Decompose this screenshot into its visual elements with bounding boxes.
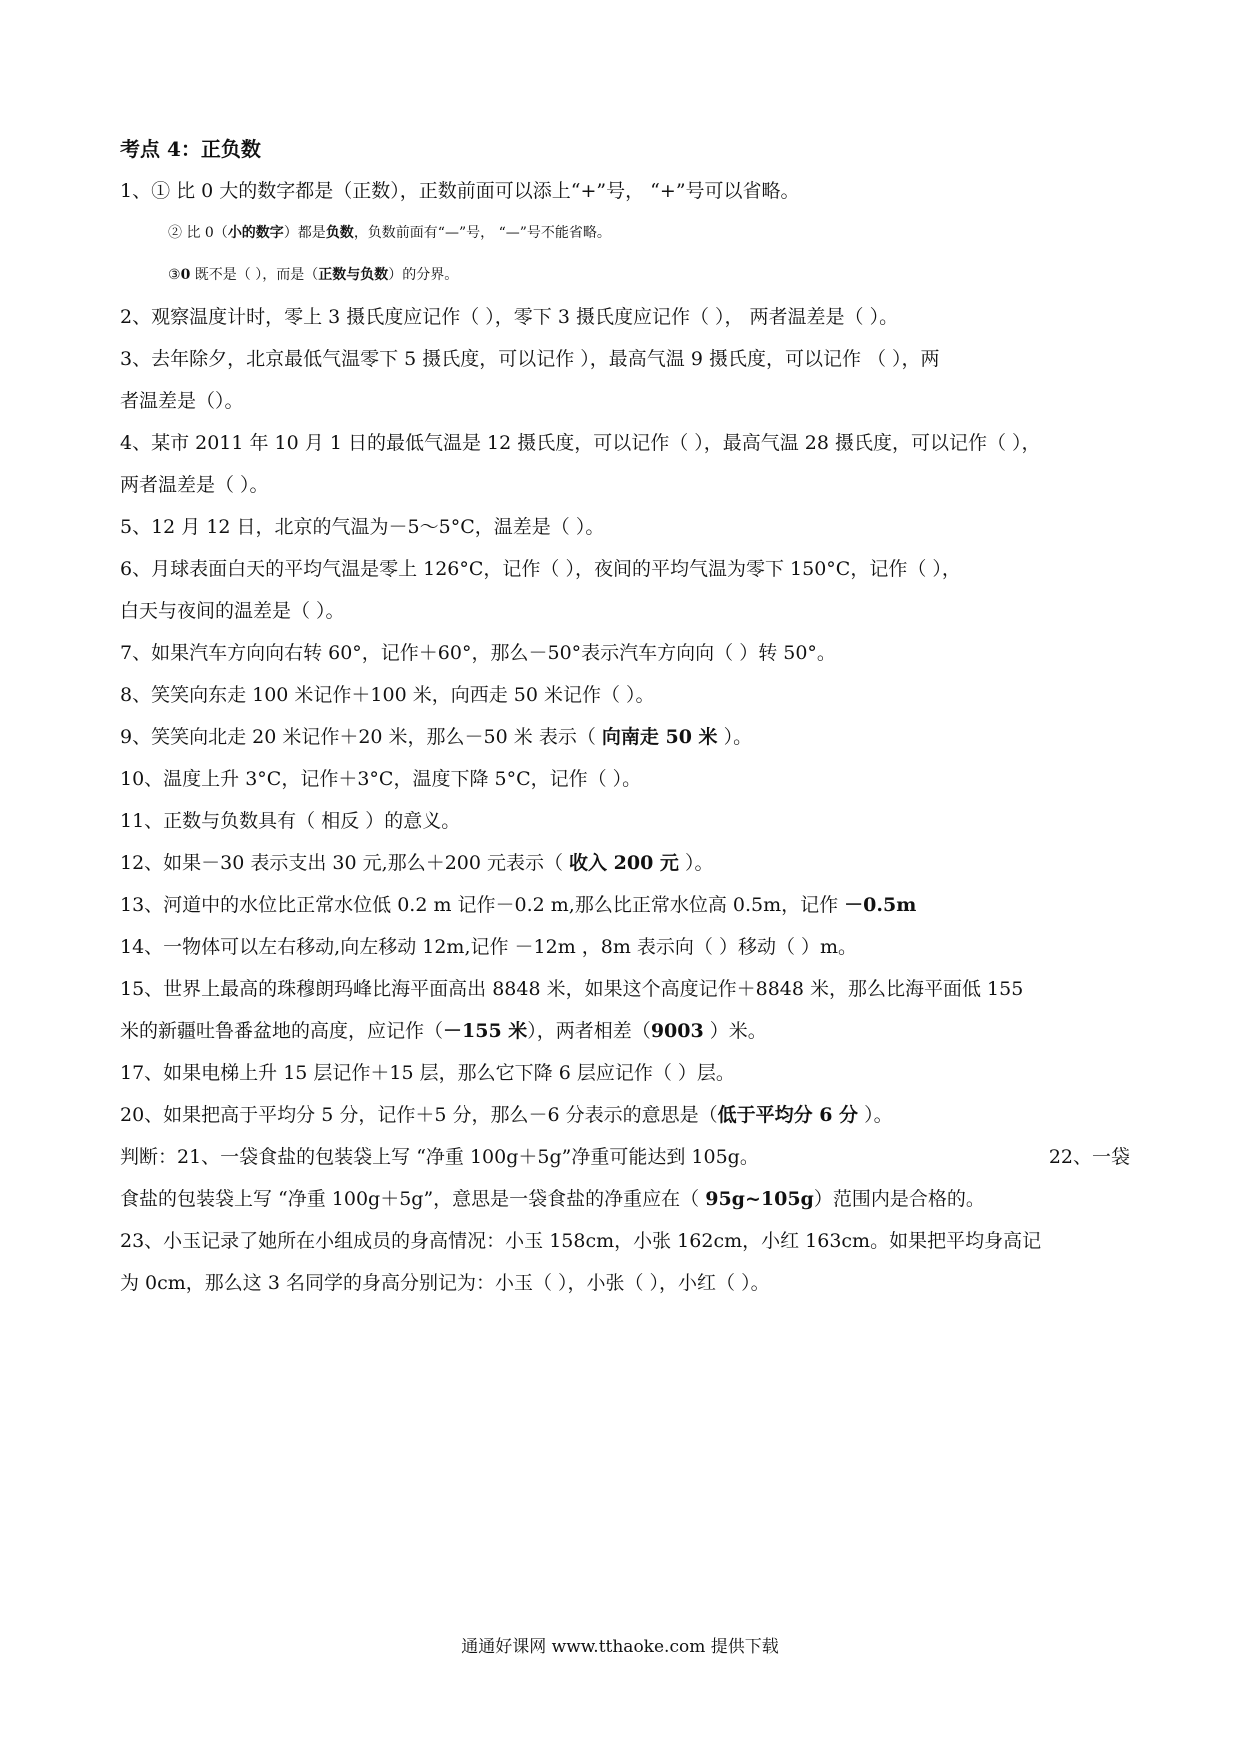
question-9-text: 9、笑笑向北走 20 米记作＋20 米，那么－50 米 表示（ — [120, 726, 602, 748]
question-1c-bold-1: 0 — [180, 267, 191, 283]
question-12-answer: 收入 200 元 — [569, 852, 679, 874]
question-9 — [120, 716, 1130, 758]
question-5: 5、12 月 12 日，北京的气温为－5～5°C，温差是（ ）。 — [120, 516, 605, 538]
question-1b-bold-1: 小的数字 — [227, 225, 284, 241]
question-15-text-3: ）米。 — [703, 1020, 767, 1042]
question-20-text-2: ）。 — [858, 1104, 893, 1126]
question-9-text-2: ）。 — [717, 726, 753, 748]
question-2: 2、观察温度计时，零上 3 摄氏度应记作（ ），零下 3 摄氏度应记作（ ）， 两者温差是（ ）。 — [120, 306, 899, 328]
judge-line-2 — [120, 1178, 1130, 1220]
question-13-answer: －0.5m — [844, 894, 917, 916]
section-title: 考点 4：正负数 — [120, 137, 261, 161]
question-7: 7、如果汽车方向向右转 60°，记作＋60°，那么－50°表示汽车方向向（ ）转 50°。 — [120, 642, 836, 664]
question-15-line-2 — [120, 1010, 1130, 1052]
question-17: 17、如果电梯上升 15 层记作＋15 层，那么它下降 6 层应记作（ ）层。 — [120, 1062, 735, 1084]
question-12-text: 12、如果－30 表示支出 30 元,那么＋200 元表示（ — [120, 852, 570, 874]
question-11: 11、正数与负数具有（ 相反 ）的意义。 — [120, 810, 461, 832]
question-1a: 1、① 比 0 大的数字都是（正数），正数前面可以添上“+”号， “+”号可以省略。 — [120, 180, 800, 202]
question-15-answer-1: －155 米 — [443, 1020, 528, 1042]
question-1b-text-3: ，负数前面有“—”号， “—”号不能省略。 — [353, 225, 611, 241]
question-4-line-1: 4、某市 2011 年 10 月 1 日的最低气温是 12 摄氏度，可以记作（ ），最高气温 28 摄氏度，可以记作（ ）， — [120, 432, 1041, 454]
question-23-line-1: 23、小玉记录了她所在小组成员的身高情况：小玉 158cm，小张 162cm，小红 163cm。如果把平均身高记 — [120, 1230, 1042, 1252]
judge-question-21: 判断：21、一袋食盐的包装袋上写 “净重 100g＋5g”净重可能达到 105g。 — [120, 1146, 759, 1168]
question-15-answer-2: 9003 — [650, 1020, 704, 1042]
judge-question-22-text-2: ）范围内是合格的。 — [813, 1188, 985, 1210]
question-20 — [120, 1094, 1130, 1136]
question-4-line-2: 两者温差是（ ）。 — [120, 474, 269, 496]
question-8: 8、笑笑向东走 100 米记作＋100 米，向西走 50 米记作（ ）。 — [120, 684, 655, 706]
question-1b-bold-2: 负数 — [325, 225, 354, 241]
question-3-line-1: 3、去年除夕，北京最低气温零下 5 摄氏度，可以记作 ），最高气温 9 摄氏度，可以记作 （ ），两 — [120, 348, 940, 370]
question-14: 14、一物体可以左右移动,向左移动 12m,记作 －12m ，8m 表示向（ ）移动（ ）m。 — [120, 936, 858, 958]
question-1c-text-3: ）的分界。 — [388, 267, 459, 283]
judge-question-22-start: 22、一袋 — [1048, 1146, 1130, 1168]
question-13-text: 13、河道中的水位比正常水位低 0.2 m 记作－0.2 m,那么比正常水位高 0.5m，记作 — [120, 894, 845, 916]
question-12 — [120, 842, 1130, 884]
question-23-line-2: 为 0cm，那么这 3 名同学的身高分别记为：小玉（ ），小张（ ），小红（ ）。 — [120, 1272, 770, 1294]
question-9-answer: 向南走 50 米 — [601, 726, 718, 748]
judge-line-1 — [120, 1136, 1130, 1178]
question-10: 10、温度上升 3°C，记作＋3°C，温度下降 5°C，记作（ ）。 — [120, 768, 642, 790]
question-13 — [120, 884, 1130, 926]
question-1b-text-2: ）都是 — [283, 225, 326, 241]
question-1c-text-2: 既不是（ ），而是（ — [190, 267, 319, 283]
question-20-text: 20、如果把高于平均分 5 分，记作＋5 分，那么－6 分表示的意思是（ — [120, 1104, 718, 1126]
question-20-answer: 低于平均分 6 分 — [717, 1104, 859, 1126]
page-footer: 通通好课网 www.tthaoke.com 提供下载 — [461, 1637, 779, 1657]
question-1b-text: ② 比 0（ — [168, 225, 228, 241]
question-15-text-2: ），两者相差（ — [527, 1020, 651, 1042]
worksheet-content — [120, 128, 1130, 1304]
question-6-line-1: 6、月球表面白天的平均气温是零上 126°C，记作（ ），夜间的平均气温为零下 150°C，记作（ ）， — [120, 558, 961, 580]
judge-question-22-answer: 95g~105g — [705, 1188, 814, 1210]
question-1c-bold-2: 正数与负数 — [318, 267, 389, 283]
question-1c — [120, 254, 1130, 296]
question-1c-text: ③ — [168, 267, 181, 283]
question-12-text-2: ）。 — [678, 852, 714, 874]
question-3-line-2: 者温差是（）。 — [120, 390, 244, 412]
question-15-line-1: 15、世界上最高的珠穆朗玛峰比海平面高出 8848 米，如果这个高度记作＋8848 米，那么比海平面低 155 — [120, 978, 1024, 1000]
question-15-text: 米的新疆吐鲁番盆地的高度，应记作（ — [120, 1020, 444, 1042]
judge-question-22-text: 食盐的包装袋上写 “净重 100g＋5g”，意思是一袋食盐的净重应在（ — [120, 1188, 706, 1210]
question-6-line-2: 白天与夜间的温差是（ ）。 — [120, 600, 345, 622]
question-1b — [120, 212, 1130, 254]
